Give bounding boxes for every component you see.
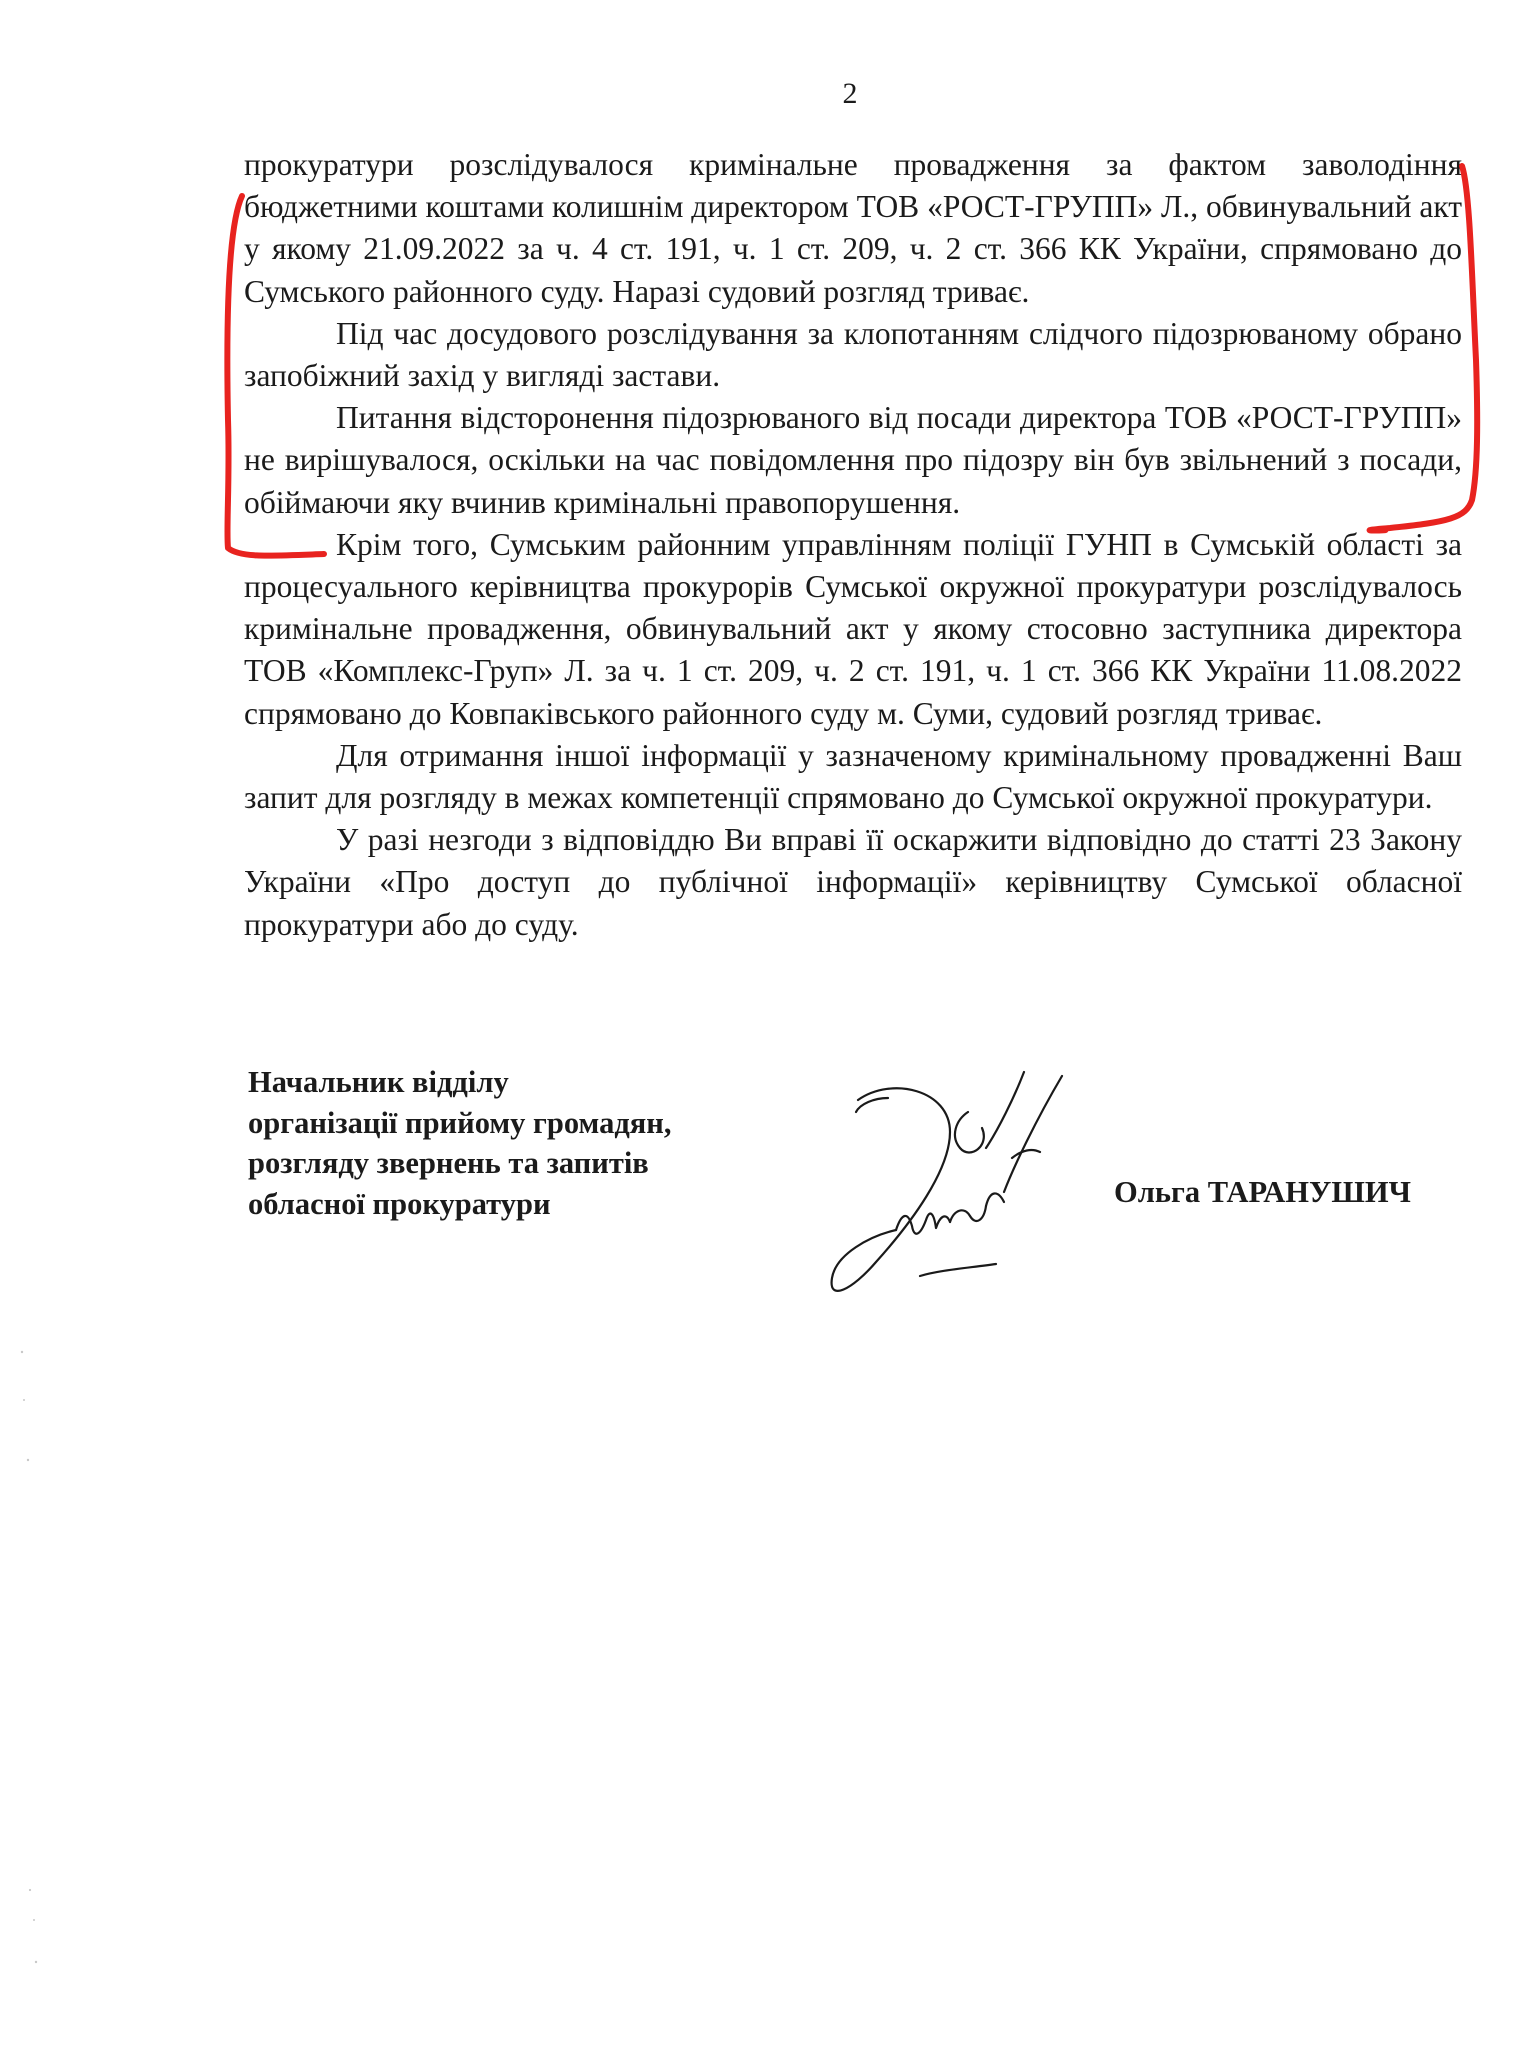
signer-position-line: Начальник відділу xyxy=(248,1065,509,1099)
signer-position-line: організації прийому громадян, xyxy=(248,1105,672,1140)
paragraph-second-case: Крім того, Сумським районним управлінням поліції ГУНП в Сумській області за процесуального керівництва прокурорів Сумської окружної прокуратури розслідувалось кримінальне провадження, обвинувальний акт у якому стосовно заступника директора ТОВ «Комплекс-Груп» Л. за ч. 1 ст. 209, ч. 2 ст. 191, ч. 1 ст. 366 КК України 11.08.2022 спрямовано до Ковпаківського районного суду м. Суми, судовий розгляд триває. xyxy=(244,526,1462,731)
page-number: 2 xyxy=(842,77,858,110)
signer-position xyxy=(248,1062,671,1224)
handwritten-signature xyxy=(800,1040,1100,1320)
paragraph-other-information: Для отримання іншої інформації у зазначеному кримінальному провадженні Ваш запит для розгляду в межах компетенції спрямовано до Сумської окружної прокуратури. xyxy=(244,737,1462,816)
paragraph-appeal: У разі незгоди з відповіддю Ви вправі її оскаржити відповідно до статті 23 Закону України «Про доступ до публічної інформації» керівництву Сумської обласної прокуратури або до суду. xyxy=(244,822,1462,942)
signer-name: Ольга ТАРАНУШИЧ xyxy=(1114,1175,1412,1209)
letter-body xyxy=(244,144,1462,946)
signer-position-line: розгляду звернень та запитів xyxy=(248,1146,649,1180)
signer-position-line: обласної прокуратури xyxy=(248,1186,551,1221)
paragraph-investigation: прокуратури розслідувалося кримінальне провадження за фактом заволодіння бюджетними коштами колишнім директором ТОВ «РОСТ-ГРУПП» Л., обвинувальний акт у якому 21.09.2022 за ч. 4 ст. 191, ч. 1 ст. 209, ч. 2 ст. 366 КК України, спрямовано до Сумського районного суду. Наразі судовий розгляд триває. xyxy=(244,147,1462,309)
paragraph-suspension: Питання відсторонення підозрюваного від посади директора ТОВ «РОСТ-ГРУПП» не вирішувалося, оскільки на час повідомлення про підозру він був звільнений з посади, обіймаючи яку вчинив кримінальні правопорушення. xyxy=(244,400,1462,520)
paragraph-preventive-measure: Під час досудового розслідування за клопотанням слідчого підозрюваному обрано запобіжний захід у вигляді застави. xyxy=(244,315,1462,394)
